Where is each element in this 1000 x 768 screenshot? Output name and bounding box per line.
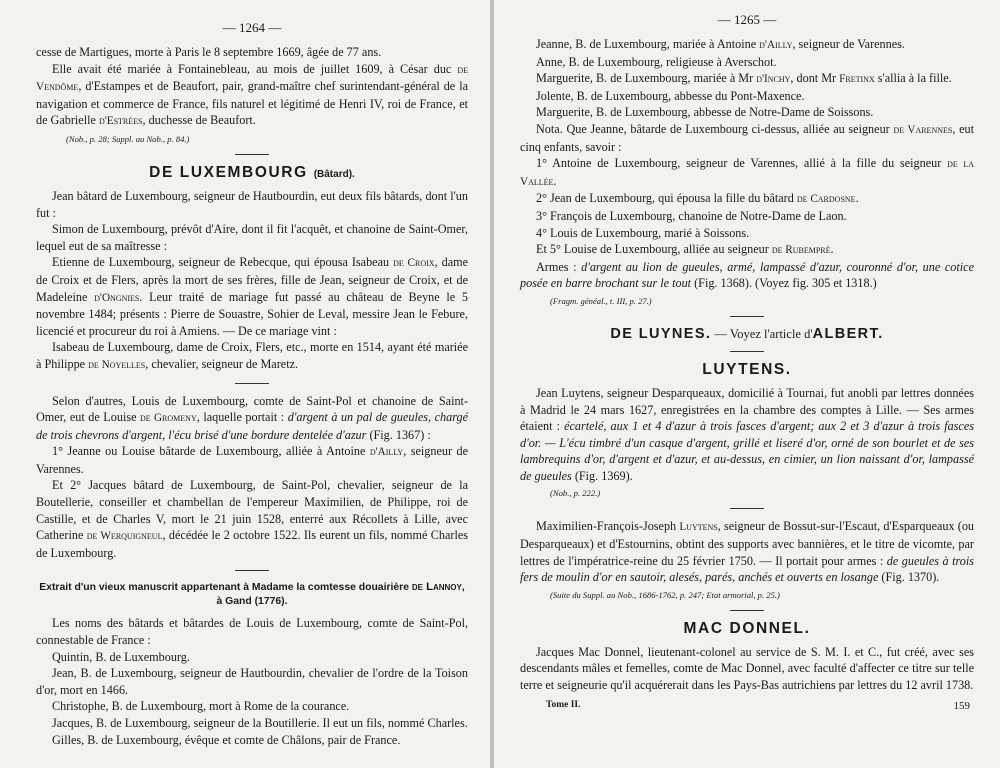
right-page [494, 0, 1000, 768]
divider [235, 570, 269, 571]
paragraph: Selon d'autres, Louis de Luxembourg, comte de Saint-Pol et chanoine de Saint-Omer, eut de Louise de Gromeny, laquelle portait : d'argent à un pal de gueules, chargé de trois chevrons d'argent, l'écu brisé d'une bordure dentelée d'azur (Fig. 1367) : [36, 393, 469, 442]
sheet-number: 159 [953, 699, 970, 712]
volume-label: Tome II. [546, 699, 581, 710]
list-item: Marguerite, B. de Luxembourg, mariée à Mr d'Inchy, dont Mr Fretinx s'allia à la fille. [536, 71, 952, 86]
section-heading: DE LUYNES. — Voyez l'article d'ALBERT. [610, 325, 884, 342]
list-item: Marguerite, B. de Luxembourg, abbesse de Notre-Dame de Soissons. [536, 105, 874, 120]
list-item: Gilles, B. de Luxembourg, évêque et comte de Châlons, pair de France. [52, 732, 401, 747]
section-heading: DE LUXEMBOURG (Bâtard). [149, 163, 355, 181]
paragraph: Elle avait été mariée à Fontainebleau, au mois de juillet 1609, à César duc de Vendôme, d'Estampes et de Beaufort, pair, grand-maître chef surintendant-général de la navigation et commerce de France, fils naturel et légitimé de Henri IV, roi de France, et de Gabrielle d'Estrées, duchesse de Beaufort. [36, 61, 468, 128]
page-number: — 1264 — [222, 20, 282, 35]
paragraph: 1° Jeanne ou Louise bâtarde de Luxembourg, alliée à Antoine d'Ailly, seigneur de Varennes. [36, 444, 468, 476]
list-item: 2° Jean de Luxembourg, qui épousa la fille du bâtard de Cardosne. [536, 191, 859, 206]
citation: (Fragm. généal., t. III, p. 27.) [550, 295, 652, 306]
citation: (Suite du Suppl. au Nob., 1686-1762, p. 247; Etat armorial, p. 25.) [550, 589, 780, 600]
list-item: Anne, B. de Luxembourg, religieuse à Averschot. [536, 54, 777, 69]
list-item: Et 5° Louise de Luxembourg, alliée au seigneur de Rubempré. [536, 242, 834, 257]
page-footer [520, 700, 974, 712]
divider [730, 610, 764, 611]
paragraph: Maximilien-François-Joseph Luytens, seigneur de Bossut-sur-l'Escaut, d'Esparqueaux (ou Desparqueaux) et d'Estournins, obtint des supports avec bannières, et le titre de vicomte, par lettres de l'impératrice-reine du 25 février 1750. — Il portait pour armes : de gueules à trois fers de moulin d'or en sautoir, alesés, parés, anchés et ouverts en losange (Fig. 1370). [520, 519, 975, 585]
citation: (Nob., p. 222.) [550, 488, 601, 499]
citation: (Nob., p. 28; Suppl. au Nob., p. 84.) [66, 133, 190, 144]
section-heading: MAC DONNEL. [683, 619, 811, 637]
list-item: 3° François de Luxembourg, chanoine de Notre-Dame de Laon. [536, 208, 847, 223]
list-item: Jeanne, B. de Luxembourg, mariée à Antoine d'Ailly, seigneur de Varennes. [536, 37, 905, 51]
list-item: Jolente, B. de Luxembourg, abbesse du Pont-Maxence. [536, 88, 805, 103]
paragraph: cesse de Martigues, morte à Paris le 8 septembre 1669, âgée de 77 ans. [36, 45, 382, 59]
divider [235, 383, 269, 384]
divider [730, 316, 764, 317]
list-item: Jean, B. de Luxembourg, seigneur de Hautbourdin, chevalier de l'ordre de la Toison d'or, mort en 1466. [36, 666, 468, 697]
divider [730, 351, 764, 352]
divider [235, 154, 269, 155]
divider [730, 508, 764, 509]
extract-heading: Extrait d'un vieux manuscrit appartenant à Madame la comtesse douairière de Lannoy, à Gand (1776). [39, 581, 465, 608]
list-item: Christophe, B. de Luxembourg, mort à Rome de la courance. [52, 699, 350, 714]
paragraph: Isabeau de Luxembourg, dame de Croix, Flers, etc., morte en 1514, ayant été mariée à Philippe de Noyelles, chevalier, seigneur de Maretz. [36, 340, 468, 371]
page-number: — 1265 — [717, 12, 777, 27]
paragraph: Simon de Luxembourg, prévôt d'Aire, dont il fit l'acquêt, et chanoine de Saint-Omer, lequel eut de sa maîtresse : [36, 222, 468, 253]
list-item: 4° Louis de Luxembourg, marié à Soissons. [536, 225, 750, 240]
paragraph: Les noms des bâtards et bâtardes de Louis de Luxembourg, comte de Saint-Pol, connestable de France : [36, 616, 468, 648]
paragraph: Etienne de Luxembourg, seigneur de Rebecque, qui épousa Isabeau de Croix, dame de Croix et de Flers, après la mort de ses frères, fille de Jean, seigneur de Croix, et de Madeleine d'Ongnies. Leur traité de mariage fut passé au château de Beyne le 5 novembre 1484; présents : Pierre de Souastre, Sohier de Leval, messire Jean le Febure, licencié et procureur du roi à Amiens. — De ce mariage vint : [36, 255, 469, 338]
paragraph: Et 2° Jacques bâtard de Luxembourg, de Saint-Pol, chevalier, seigneur de la Boutellerie, conseiller et chambellan de l'empereur Maximilien, de Philippe, roi de Castille, et de Charles V, mort le 21 juin 1528, enterré aux Récollets à Lille, avec Catherine de Werquigneul, décédée le 2 octobre 1522. Ils eurent un fils, nommé Charles de Luxembourg. [36, 478, 469, 560]
list-item: 1° Antoine de Luxembourg, seigneur de Varennes, allié à la fille du seigneur de la Vallée. [520, 156, 975, 188]
paragraph: Armes : d'argent au lion de gueules, armé, lampassé d'azur, couronné d'or, une cotice posée en barre brochant sur le tout (Fig. 1368). (Voyez fig. 305 et 1318.) [520, 259, 974, 291]
paragraph: Jean Luytens, seigneur Desparqueaux, domicilié à Tournai, fut anobli par lettres données à Madrid le 24 mars 1627, enregistrées en la chambre des comptes à Lille. — Ses armes étaient : écartelé, aux 1 et 4 d'azur à trois fasces d'argent; aux 2 et 3 d'azur à trois fasces d'or. — L'écu timbré d'un casque d'argent, grillé et liseré d'or, orné de son bourlet et de ses lambrequins d'or, d'argent et d'azur, et au-dessus, en cimier, un lion naissant d'or, lampassé de gueules (Fig. 1369). [520, 385, 974, 483]
paragraph: Jean bâtard de Luxembourg, seigneur de Hautbourdin, eut deux fils bâtards, dont l'un fut : [36, 188, 468, 220]
list-item: Jacques, B. de Luxembourg, seigneur de la Boutillerie. Il eut un fils, nommé Charles. [52, 716, 468, 730]
section-heading: LUYTENS. [702, 360, 792, 378]
paragraph: Jacques Mac Donnel, lieutenant-colonel au service de S. M. I. et C., fut créé, avec ses descendants mâles et femelles, comte de Mac Donnel, avec faculté d'affecter ce titre sur telle terre et seigneurie qu'il acquérerait dans les Pays-Bas autrichiens par lettres du 12 avril 1738. [520, 644, 974, 693]
paragraph: Nota. Que Jeanne, bâtarde de Luxembourg ci-dessus, alliée au seigneur de Varennes, eut cinq enfants, savoir : [520, 121, 974, 154]
left-page [0, 0, 490, 768]
list-item: Quintin, B. de Luxembourg. [52, 649, 190, 664]
